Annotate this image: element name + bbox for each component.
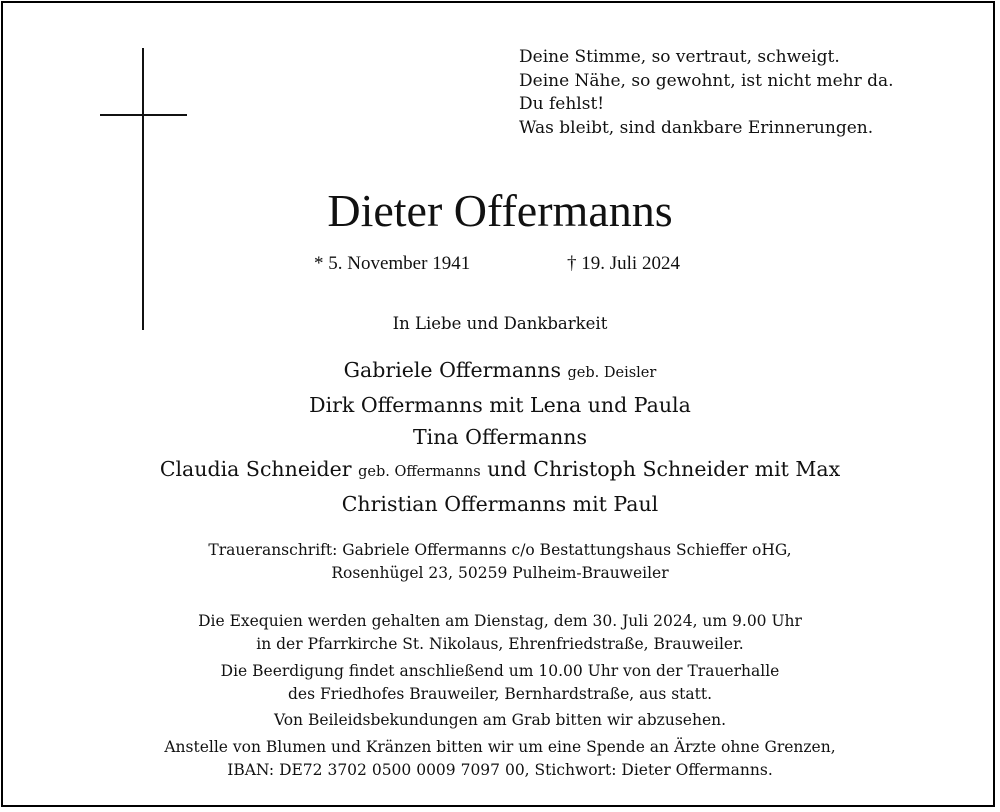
- family-list: [0, 354, 1000, 520]
- burial-line: des Friedhofes Brauweiler, Bernhardstraße, aus statt.: [287, 684, 713, 703]
- family-member-note: geb. Offermanns: [358, 464, 481, 480]
- condolence-line: Von Beileidsbekundungen am Grab bitten wir abzusehen.: [273, 711, 727, 729]
- burial-notice: [0, 660, 1000, 705]
- family-member-note: geb. Deisler: [567, 365, 657, 381]
- verse-line: Du fehlst!: [519, 94, 605, 114]
- family-member: [0, 453, 1000, 488]
- donation-notice: [0, 736, 1000, 781]
- address-line: Traueranschrift: Gabriele Offermanns c/o Bestattungshaus Schieffer oHG,: [208, 541, 792, 559]
- death-date: † 19. Juli 2024: [567, 253, 680, 274]
- intro-line: In Liebe und Dankbarkeit: [392, 314, 608, 333]
- verse-line: Deine Stimme, so vertraut, schweigt.: [519, 47, 840, 67]
- family-member-name: Gabriele Offermanns: [343, 358, 561, 382]
- condolence-notice: [0, 709, 1000, 732]
- family-member-name: Claudia Schneider: [159, 457, 352, 481]
- family-member: Christian Offermanns mit Paul: [341, 492, 659, 516]
- verse: [519, 46, 894, 140]
- address-line: Rosenhügel 23, 50259 Pulheim-Brauweiler: [331, 563, 669, 582]
- family-member-rest: und Christoph Schneider mit Max: [487, 457, 841, 481]
- family-member: Tina Offermanns: [412, 425, 588, 449]
- verse-line: Deine Nähe, so gewohnt, ist nicht mehr da.: [519, 70, 894, 91]
- exequien-line: Die Exequien werden gehalten am Dienstag, dem 30. Juli 2024, um 9.00 Uhr: [198, 612, 802, 630]
- donation-line: IBAN: DE72 3702 0500 0009 7097 00, Stichwort: Dieter Offermanns.: [227, 760, 773, 779]
- birth-date: * 5. November 1941: [314, 253, 471, 274]
- cross-horizontal-bar: [100, 114, 187, 116]
- exequien-line: in der Pfarrkirche St. Nikolaus, Ehrenfriedstraße, Brauweiler.: [256, 634, 744, 653]
- mourning-address: [0, 539, 1000, 584]
- deceased-name: Dieter Offermanns: [327, 185, 673, 236]
- family-member: [0, 354, 1000, 389]
- verse-line: Was bleibt, sind dankbare Erinnerungen.: [519, 117, 874, 138]
- family-member: Dirk Offermanns mit Lena und Paula: [309, 393, 691, 417]
- exequien-notice: [0, 610, 1000, 655]
- donation-line: Anstelle von Blumen und Kränzen bitten wir um eine Spende an Ärzte ohne Grenzen,: [164, 738, 836, 756]
- burial-line: Die Beerdigung findet anschließend um 10.00 Uhr von der Trauerhalle: [220, 662, 780, 680]
